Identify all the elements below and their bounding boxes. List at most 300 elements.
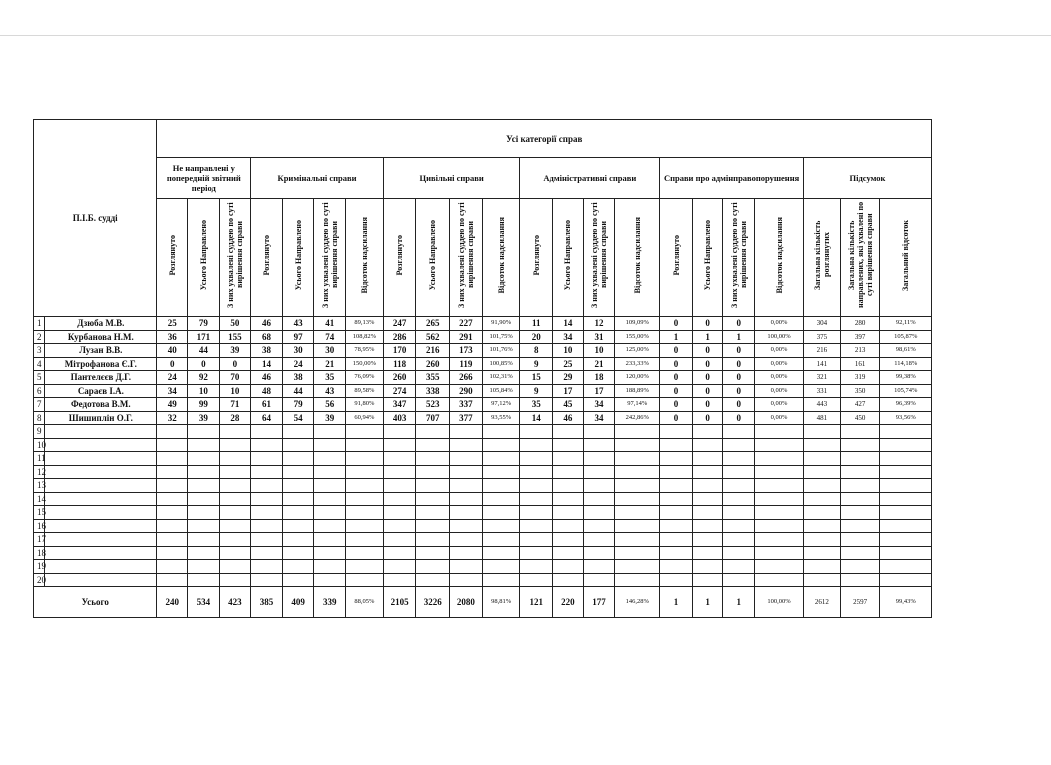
data-cell	[157, 492, 188, 506]
data-cell	[314, 546, 346, 560]
data-cell: 60,94%	[346, 411, 384, 425]
data-cell	[615, 479, 660, 493]
data-cell	[157, 479, 188, 493]
data-cell: 0,00%	[755, 317, 804, 331]
data-cell	[723, 560, 755, 574]
data-cell	[880, 573, 932, 587]
data-cell: 188,89%	[615, 384, 660, 398]
data-cell	[583, 546, 615, 560]
data-cell	[692, 533, 723, 547]
data-cell	[660, 573, 693, 587]
data-cell	[188, 492, 220, 506]
data-cell	[583, 533, 615, 547]
row-number: 14	[34, 492, 45, 506]
data-cell	[314, 519, 346, 533]
data-cell	[520, 560, 553, 574]
data-cell	[416, 546, 450, 560]
data-cell	[450, 573, 483, 587]
data-cell	[383, 479, 416, 493]
data-cell: 0	[660, 344, 693, 358]
data-cell: 79	[282, 398, 314, 412]
row-number: 18	[34, 546, 45, 560]
report-container	[33, 119, 932, 618]
sub-column-header	[553, 199, 584, 317]
data-cell: 150,00%	[346, 357, 384, 371]
data-cell: 44	[188, 344, 220, 358]
data-cell	[803, 479, 840, 493]
data-cell	[314, 465, 346, 479]
total-cell: 100,00%	[755, 587, 804, 618]
data-cell: 216	[416, 344, 450, 358]
total-cell: 121	[520, 587, 553, 618]
data-cell	[282, 573, 314, 587]
data-cell	[615, 506, 660, 520]
data-cell: 0	[723, 411, 755, 425]
data-cell	[416, 560, 450, 574]
data-cell: 24	[282, 357, 314, 371]
data-cell: 54	[282, 411, 314, 425]
table-row	[34, 371, 932, 385]
data-cell: 0	[692, 398, 723, 412]
data-cell: 290	[450, 384, 483, 398]
total-cell: 339	[314, 587, 346, 618]
data-cell	[314, 452, 346, 466]
data-cell: 14	[553, 317, 584, 331]
row-number: 12	[34, 465, 45, 479]
data-cell	[416, 438, 450, 452]
data-cell	[755, 519, 804, 533]
data-cell	[520, 573, 553, 587]
total-cell: 98,81%	[482, 587, 520, 618]
table-row	[34, 411, 932, 425]
data-cell	[383, 533, 416, 547]
data-cell	[219, 546, 251, 560]
sub-column-label: Розглянуто	[262, 234, 272, 276]
data-cell	[346, 560, 384, 574]
data-cell	[723, 533, 755, 547]
data-cell	[660, 506, 693, 520]
table-row	[34, 330, 932, 344]
data-cell	[157, 519, 188, 533]
sub-column-header	[803, 199, 840, 317]
data-cell	[450, 425, 483, 439]
data-cell: 274	[383, 384, 416, 398]
data-cell	[553, 425, 584, 439]
data-cell	[840, 438, 880, 452]
data-cell	[157, 438, 188, 452]
row-number: 2	[34, 330, 45, 344]
data-cell	[346, 519, 384, 533]
sub-column-label: Загальний відсоток	[901, 219, 911, 291]
data-cell	[803, 519, 840, 533]
data-cell	[840, 573, 880, 587]
data-cell: 0,00%	[755, 398, 804, 412]
data-cell: 0,00%	[755, 384, 804, 398]
data-cell	[803, 506, 840, 520]
data-cell	[840, 425, 880, 439]
data-cell	[723, 506, 755, 520]
data-cell	[157, 560, 188, 574]
group-civil-header: Цивільні справи	[383, 158, 520, 199]
data-cell	[840, 452, 880, 466]
data-cell	[660, 479, 693, 493]
total-cell: 88,05%	[346, 587, 384, 618]
data-cell: 304	[803, 317, 840, 331]
data-cell: 213	[840, 344, 880, 358]
data-cell: 46	[251, 371, 283, 385]
group-summary-header: Підсумок	[803, 158, 931, 199]
data-cell: 0	[692, 384, 723, 398]
data-cell	[615, 519, 660, 533]
data-cell: 98,61%	[880, 344, 932, 358]
data-cell	[723, 425, 755, 439]
data-cell	[450, 546, 483, 560]
data-cell: 9	[520, 357, 553, 371]
data-cell	[723, 479, 755, 493]
data-cell: 10	[553, 344, 584, 358]
data-cell	[482, 465, 520, 479]
data-cell: 97	[282, 330, 314, 344]
table-row	[34, 506, 932, 520]
data-cell	[188, 479, 220, 493]
data-cell: 50	[219, 317, 251, 331]
data-cell	[282, 519, 314, 533]
sub-column-label: Загальна кількість направлених, які ухвалені по суті вирішення справи	[846, 201, 874, 309]
data-cell: 105,74%	[880, 384, 932, 398]
data-cell	[346, 492, 384, 506]
row-number: 11	[34, 452, 45, 466]
sub-column-header	[723, 199, 755, 317]
data-cell	[520, 492, 553, 506]
data-cell	[251, 506, 283, 520]
data-cell: 29	[553, 371, 584, 385]
data-cell: 41	[314, 317, 346, 331]
data-cell	[219, 465, 251, 479]
data-cell	[880, 425, 932, 439]
data-cell	[615, 560, 660, 574]
data-cell: 523	[416, 398, 450, 412]
total-cell: 534	[188, 587, 220, 618]
data-cell: 375	[803, 330, 840, 344]
data-cell	[660, 533, 693, 547]
data-cell	[188, 506, 220, 520]
table-row	[34, 519, 932, 533]
data-cell: 141	[803, 357, 840, 371]
data-cell	[314, 560, 346, 574]
data-cell: 101,75%	[482, 330, 520, 344]
data-cell	[803, 425, 840, 439]
group-not-sent-header: Не направлені у попередній звітний період	[157, 158, 251, 199]
row-number: 4	[34, 357, 45, 371]
data-cell	[416, 465, 450, 479]
data-cell	[416, 425, 450, 439]
data-cell: 44	[282, 384, 314, 398]
data-cell	[880, 452, 932, 466]
sub-column-header	[314, 199, 346, 317]
data-cell	[282, 506, 314, 520]
judge-name-cell	[45, 479, 157, 493]
data-cell	[660, 546, 693, 560]
row-number: 5	[34, 371, 45, 385]
data-cell: 1	[723, 330, 755, 344]
data-cell: 0	[723, 398, 755, 412]
data-cell	[615, 425, 660, 439]
row-number: 13	[34, 479, 45, 493]
data-cell	[520, 479, 553, 493]
sub-column-header	[346, 199, 384, 317]
data-cell: 0	[219, 357, 251, 371]
data-cell	[583, 573, 615, 587]
data-cell	[880, 506, 932, 520]
row-number: 8	[34, 411, 45, 425]
data-cell: 34	[583, 411, 615, 425]
data-cell	[615, 533, 660, 547]
data-cell: 0	[188, 357, 220, 371]
data-cell	[583, 506, 615, 520]
data-cell: 102,31%	[482, 371, 520, 385]
data-cell: 260	[416, 357, 450, 371]
data-cell: 24	[157, 371, 188, 385]
data-cell: 32	[157, 411, 188, 425]
judge-name-cell: Дзюба М.В.	[45, 317, 157, 331]
data-cell	[840, 560, 880, 574]
total-cell: 385	[251, 587, 283, 618]
data-cell	[482, 519, 520, 533]
data-cell	[157, 425, 188, 439]
data-cell	[251, 492, 283, 506]
table-row	[34, 479, 932, 493]
data-cell: 427	[840, 398, 880, 412]
data-cell	[219, 560, 251, 574]
total-cell: 1	[692, 587, 723, 618]
data-cell	[520, 465, 553, 479]
data-cell: 280	[840, 317, 880, 331]
data-cell	[157, 506, 188, 520]
table-row	[34, 533, 932, 547]
all-categories-header: Усі категорії справ	[157, 120, 932, 158]
data-cell: 11	[520, 317, 553, 331]
sub-column-header	[251, 199, 283, 317]
sub-column-header	[755, 199, 804, 317]
sub-column-label: З них ухвалені суддею по суті вирішення справи	[225, 202, 244, 308]
data-cell	[383, 519, 416, 533]
row-number: 3	[34, 344, 45, 358]
data-cell	[314, 479, 346, 493]
row-number: 15	[34, 506, 45, 520]
data-cell: 21	[583, 357, 615, 371]
table-row	[34, 425, 932, 439]
data-cell	[188, 425, 220, 439]
data-cell	[346, 465, 384, 479]
data-cell: 39	[188, 411, 220, 425]
data-cell: 10	[219, 384, 251, 398]
judge-name-cell	[45, 519, 157, 533]
data-cell	[880, 519, 932, 533]
data-cell	[314, 506, 346, 520]
data-cell	[553, 438, 584, 452]
data-cell	[660, 438, 693, 452]
data-cell: 321	[803, 371, 840, 385]
data-cell: 0	[692, 371, 723, 385]
data-cell: 109,09%	[615, 317, 660, 331]
judge-name-cell: Сараєв І.А.	[45, 384, 157, 398]
data-cell	[346, 546, 384, 560]
sub-column-header	[583, 199, 615, 317]
data-cell	[692, 492, 723, 506]
data-cell	[583, 479, 615, 493]
data-cell	[450, 452, 483, 466]
row-number: 6	[34, 384, 45, 398]
data-cell: 0	[660, 317, 693, 331]
data-cell	[282, 479, 314, 493]
data-cell: 15	[520, 371, 553, 385]
data-cell	[520, 519, 553, 533]
data-cell	[692, 465, 723, 479]
group-criminal-header: Кримінальні справи	[251, 158, 384, 199]
sub-column-header	[282, 199, 314, 317]
judge-name-cell: Курбанова Н.М.	[45, 330, 157, 344]
data-cell: 18	[583, 371, 615, 385]
sub-column-label: Розглянуто	[395, 234, 405, 276]
data-cell	[416, 452, 450, 466]
sub-column-label: Розглянуто	[531, 234, 541, 276]
data-cell	[251, 425, 283, 439]
row-number: 7	[34, 398, 45, 412]
table-row	[34, 546, 932, 560]
sub-column-header	[188, 199, 220, 317]
data-cell	[383, 438, 416, 452]
data-cell	[314, 573, 346, 587]
data-cell	[450, 533, 483, 547]
data-cell: 403	[383, 411, 416, 425]
sub-column-label: Усього Направлено	[563, 219, 573, 291]
data-cell: 101,76%	[482, 344, 520, 358]
data-cell	[282, 452, 314, 466]
data-cell	[755, 465, 804, 479]
data-cell	[416, 533, 450, 547]
data-cell	[450, 492, 483, 506]
data-cell	[755, 573, 804, 587]
data-cell	[346, 533, 384, 547]
row-number: 17	[34, 533, 45, 547]
data-cell	[880, 560, 932, 574]
data-cell: 89,13%	[346, 317, 384, 331]
data-cell: 68	[251, 330, 283, 344]
data-cell: 0,00%	[755, 344, 804, 358]
data-cell	[346, 573, 384, 587]
total-cell: 177	[583, 587, 615, 618]
data-cell	[880, 465, 932, 479]
sub-column-label: Розглянуто	[167, 234, 177, 276]
data-cell: 331	[803, 384, 840, 398]
data-cell	[383, 492, 416, 506]
data-cell: 0	[723, 344, 755, 358]
data-cell	[188, 533, 220, 547]
data-cell	[755, 546, 804, 560]
data-cell: 161	[840, 357, 880, 371]
data-cell	[188, 573, 220, 587]
data-cell: 36	[157, 330, 188, 344]
data-cell: 30	[282, 344, 314, 358]
data-cell: 61	[251, 398, 283, 412]
data-cell	[615, 438, 660, 452]
data-cell: 171	[188, 330, 220, 344]
data-cell	[692, 546, 723, 560]
data-cell	[482, 492, 520, 506]
data-cell: 0	[660, 384, 693, 398]
data-cell	[450, 479, 483, 493]
data-cell	[251, 452, 283, 466]
data-cell: 92	[188, 371, 220, 385]
data-cell	[520, 438, 553, 452]
sub-column-label: Усього Направлено	[703, 219, 713, 291]
data-cell: 377	[450, 411, 483, 425]
data-cell: 338	[416, 384, 450, 398]
data-cell	[251, 519, 283, 533]
data-cell	[615, 465, 660, 479]
judge-name-cell: Федотова В.М.	[45, 398, 157, 412]
total-cell: 1	[723, 587, 755, 618]
data-cell: 35	[314, 371, 346, 385]
total-cell: 99,43%	[880, 587, 932, 618]
total-cell: 240	[157, 587, 188, 618]
data-cell: 481	[803, 411, 840, 425]
data-cell: 216	[803, 344, 840, 358]
data-cell	[314, 492, 346, 506]
data-cell	[692, 560, 723, 574]
data-cell: 233,33%	[615, 357, 660, 371]
data-cell: 0,00%	[755, 371, 804, 385]
data-cell	[755, 533, 804, 547]
data-cell	[188, 560, 220, 574]
data-cell: 46	[553, 411, 584, 425]
data-cell	[692, 452, 723, 466]
data-cell	[383, 546, 416, 560]
data-cell: 260	[383, 371, 416, 385]
data-cell	[553, 479, 584, 493]
data-cell	[482, 573, 520, 587]
row-number: 20	[34, 573, 45, 587]
sub-column-header	[157, 199, 188, 317]
data-cell: 105,84%	[482, 384, 520, 398]
data-cell: 347	[383, 398, 416, 412]
data-cell	[660, 519, 693, 533]
data-cell: 56	[314, 398, 346, 412]
judge-name-cell	[45, 438, 157, 452]
data-cell: 350	[840, 384, 880, 398]
data-cell	[803, 560, 840, 574]
data-cell	[251, 560, 283, 574]
data-cell: 35	[520, 398, 553, 412]
data-cell	[660, 452, 693, 466]
data-cell: 76,09%	[346, 371, 384, 385]
data-cell	[450, 465, 483, 479]
data-cell	[251, 465, 283, 479]
data-cell	[346, 506, 384, 520]
data-cell: 0	[723, 357, 755, 371]
data-cell: 30	[314, 344, 346, 358]
sub-column-header	[880, 199, 932, 317]
table-row	[34, 573, 932, 587]
data-cell	[723, 519, 755, 533]
data-cell	[840, 465, 880, 479]
judge-name-cell: Пантелєєв Д.Г.	[45, 371, 157, 385]
data-cell: 1	[692, 330, 723, 344]
data-cell	[251, 438, 283, 452]
data-cell	[450, 438, 483, 452]
data-cell	[615, 452, 660, 466]
data-cell: 247	[383, 317, 416, 331]
